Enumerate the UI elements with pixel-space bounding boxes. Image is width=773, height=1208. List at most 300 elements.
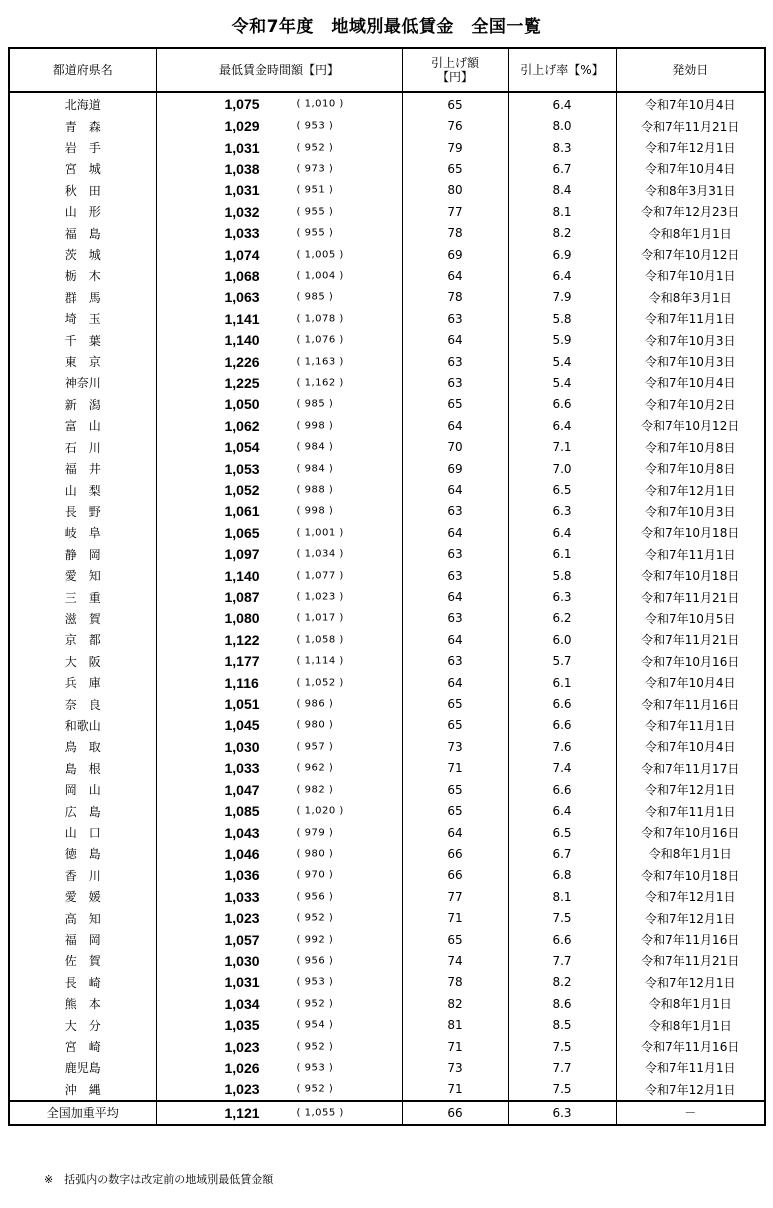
raise-rate: 5.4 (508, 372, 616, 393)
wage-prev: ( 1,001 ) (296, 527, 344, 539)
table-row (9, 158, 765, 179)
wage-new: 1,029 (224, 118, 260, 135)
table-row (9, 222, 765, 243)
table-row (9, 672, 765, 693)
total-wage-cell (156, 1101, 402, 1124)
table-row (9, 950, 765, 971)
wage-new: 1,046 (224, 845, 260, 862)
effective-date: 令和7年11月16日 (616, 1036, 765, 1057)
prefecture-name: 千 葉 (9, 329, 156, 350)
effective-date: 令和8年3月31日 (616, 180, 765, 201)
wage-new: 1,087 (224, 589, 260, 606)
raise-amount: 65 (402, 800, 508, 821)
prefecture-name: 福 井 (9, 458, 156, 479)
wage-cell (156, 907, 402, 928)
wage-cell (156, 715, 402, 736)
wage-cell (156, 1079, 402, 1101)
effective-date: 令和7年10月12日 (616, 415, 765, 436)
raise-rate: 6.7 (508, 158, 616, 179)
raise-amount: 63 (402, 651, 508, 672)
raise-amount: 66 (402, 865, 508, 886)
wage-new: 1,225 (224, 374, 260, 391)
prefecture-name: 岐 阜 (9, 522, 156, 543)
wage-new: 1,045 (224, 717, 260, 734)
table-row (9, 822, 765, 843)
total-row (9, 1101, 765, 1124)
prefecture-name: 静 岡 (9, 544, 156, 565)
wage-cell (156, 479, 402, 500)
wage-cell (156, 672, 402, 693)
wage-prev: ( 955 ) (296, 227, 334, 239)
wage-cell (156, 308, 402, 329)
prefecture-name: 滋 賀 (9, 608, 156, 629)
prefecture-name: 青 森 (9, 115, 156, 136)
wage-new: 1,061 (224, 503, 260, 520)
raise-amount: 73 (402, 736, 508, 757)
effective-date: 令和7年10月4日 (616, 736, 765, 757)
raise-rate: 7.6 (508, 736, 616, 757)
table-row (9, 1057, 765, 1078)
effective-date: 令和7年10月18日 (616, 522, 765, 543)
prefecture-name: 京 都 (9, 629, 156, 650)
raise-rate: 5.8 (508, 308, 616, 329)
raise-rate: 6.4 (508, 415, 616, 436)
raise-rate: 5.9 (508, 329, 616, 350)
wage-new: 1,122 (224, 631, 260, 648)
raise-rate: 8.1 (508, 886, 616, 907)
effective-date: 令和7年10月1日 (616, 265, 765, 286)
wage-prev-value: 973 (304, 163, 326, 175)
effective-date: 令和7年11月1日 (616, 544, 765, 565)
wage-cell (156, 201, 402, 222)
effective-date: 令和7年10月16日 (616, 651, 765, 672)
wage-prev: ( 952 ) (296, 998, 334, 1010)
effective-date: 令和7年10月4日 (616, 672, 765, 693)
wage-new: 1,038 (224, 160, 260, 177)
effective-date: 令和7年11月1日 (616, 715, 765, 736)
table-row (9, 779, 765, 800)
raise-amount: 65 (402, 715, 508, 736)
wage-prev-value: 985 (304, 291, 326, 303)
wage-prev-value: 1,001 (304, 527, 336, 539)
wage-cell (156, 329, 402, 350)
wage-prev-value: 980 (304, 719, 326, 731)
total-rate: 6.3 (508, 1101, 616, 1124)
wage-prev-value: 984 (304, 441, 326, 453)
table-row (9, 437, 765, 458)
wage-prev-value: 980 (304, 848, 326, 860)
effective-date: 令和7年11月1日 (616, 1057, 765, 1078)
table-row (9, 886, 765, 907)
wage-cell (156, 137, 402, 158)
wage-prev: ( 1,076 ) (296, 334, 344, 346)
table-row (9, 586, 765, 607)
wage-prev: ( 951 ) (296, 184, 334, 196)
table-row (9, 972, 765, 993)
wage-cell (156, 180, 402, 201)
effective-date: 令和7年11月1日 (616, 800, 765, 821)
table-row (9, 843, 765, 864)
raise-amount: 64 (402, 822, 508, 843)
effective-date: 令和7年10月4日 (616, 92, 765, 115)
raise-amount: 65 (402, 779, 508, 800)
wage-cell (156, 822, 402, 843)
wage-cell (156, 993, 402, 1014)
wage-prev-value: 998 (304, 420, 326, 432)
raise-rate: 6.6 (508, 929, 616, 950)
prefecture-name: 宮 崎 (9, 1036, 156, 1057)
effective-date: 令和7年10月3日 (616, 501, 765, 522)
wage-new: 1,053 (224, 460, 260, 477)
prefecture-name: 栃 木 (9, 265, 156, 286)
wage-cell (156, 693, 402, 714)
wage-new: 1,097 (224, 546, 260, 563)
wage-prev-value: 962 (304, 762, 326, 774)
wage-new: 1,065 (224, 524, 260, 541)
wage-prev: ( 1,077 ) (296, 570, 344, 582)
raise-amount: 63 (402, 565, 508, 586)
table-row (9, 244, 765, 265)
wage-cell (156, 736, 402, 757)
prefecture-name: 神奈川 (9, 372, 156, 393)
effective-date: 令和7年11月1日 (616, 308, 765, 329)
raise-amount: 63 (402, 308, 508, 329)
raise-rate: 7.4 (508, 758, 616, 779)
wage-new: 1,140 (224, 567, 260, 584)
effective-date: 令和7年12月1日 (616, 137, 765, 158)
effective-date: 令和7年10月12日 (616, 244, 765, 265)
wage-prev: ( 1,034 ) (296, 548, 344, 560)
wage-new: 1,032 (224, 203, 260, 220)
wage-new: 1,116 (224, 674, 259, 691)
table-footer (9, 1101, 765, 1124)
prefecture-name: 大 阪 (9, 651, 156, 672)
effective-date: 令和7年10月5日 (616, 608, 765, 629)
header-rate: 引上げ率【%】 (508, 48, 616, 92)
prefecture-name: 埼 玉 (9, 308, 156, 329)
wage-prev: ( 998 ) (296, 420, 334, 432)
wage-cell (156, 394, 402, 415)
wage-cell (156, 1036, 402, 1057)
wage-cell (156, 222, 402, 243)
effective-date: 令和7年10月8日 (616, 458, 765, 479)
raise-rate: 7.9 (508, 287, 616, 308)
effective-date: 令和7年11月17日 (616, 758, 765, 779)
table-row (9, 137, 765, 158)
wage-new: 1,031 (224, 974, 260, 991)
prefecture-name: 東 京 (9, 351, 156, 372)
table-row (9, 993, 765, 1014)
wage-prev-value: 952 (304, 912, 326, 924)
table-row (9, 351, 765, 372)
effective-date: 令和7年11月16日 (616, 929, 765, 950)
wage-new: 1,043 (224, 824, 260, 841)
prefecture-name: 長 崎 (9, 972, 156, 993)
header-raise (402, 48, 508, 92)
raise-rate: 5.4 (508, 351, 616, 372)
wage-prev-value: 1,163 (304, 356, 336, 368)
wage-prev-value: 955 (304, 227, 326, 239)
wage-prev: ( 1,010 ) (296, 98, 344, 110)
raise-amount: 73 (402, 1057, 508, 1078)
prefecture-name: 長 野 (9, 501, 156, 522)
wage-new: 1,036 (224, 867, 260, 884)
prefecture-name: 群 馬 (9, 287, 156, 308)
wage-prev: ( 953 ) (296, 120, 334, 132)
raise-rate: 6.8 (508, 865, 616, 886)
raise-amount: 78 (402, 972, 508, 993)
wage-prev: ( 1,052 ) (296, 677, 344, 689)
prefecture-name: 岩 手 (9, 137, 156, 158)
wage-prev: ( 962 ) (296, 762, 334, 774)
table-row (9, 758, 765, 779)
wage-new: 1,057 (224, 931, 260, 948)
effective-date: 令和7年10月18日 (616, 865, 765, 886)
prefecture-name: 愛 媛 (9, 886, 156, 907)
wage-prev: ( 953 ) (296, 1062, 334, 1074)
effective-date: 令和7年12月1日 (616, 886, 765, 907)
wage-new: 1,051 (224, 696, 260, 713)
header-date: 発効日 (616, 48, 765, 92)
prefecture-name: 鹿児島 (9, 1057, 156, 1078)
raise-amount: 81 (402, 1014, 508, 1035)
raise-amount: 78 (402, 222, 508, 243)
wage-prev-value: 952 (304, 1083, 326, 1095)
wage-new: 1,030 (224, 952, 260, 969)
raise-amount: 64 (402, 479, 508, 500)
effective-date: 令和7年10月4日 (616, 372, 765, 393)
wage-prev-value: 955 (304, 206, 326, 218)
raise-rate: 7.5 (508, 1036, 616, 1057)
wage-new: 1,026 (224, 1059, 260, 1076)
effective-date: 令和7年10月4日 (616, 158, 765, 179)
raise-rate: 8.2 (508, 222, 616, 243)
raise-rate: 6.7 (508, 843, 616, 864)
raise-rate: 6.2 (508, 608, 616, 629)
raise-rate: 6.6 (508, 715, 616, 736)
wage-cell (156, 244, 402, 265)
raise-amount: 65 (402, 929, 508, 950)
wage-new: 1,033 (224, 760, 260, 777)
prefecture-name: 広 島 (9, 800, 156, 821)
wage-prev-value: 986 (304, 698, 326, 710)
raise-rate: 6.4 (508, 800, 616, 821)
wage-new: 1,030 (224, 738, 260, 755)
table-row (9, 1014, 765, 1035)
wage-cell (156, 865, 402, 886)
table-row (9, 800, 765, 821)
wage-prev: ( 973 ) (296, 163, 334, 175)
wage-prev: ( 954 ) (296, 1019, 334, 1031)
wage-new: 1,068 (224, 267, 260, 284)
wage-cell (156, 287, 402, 308)
effective-date: 令和7年12月1日 (616, 779, 765, 800)
wage-cell (156, 115, 402, 136)
wage-new: 1,047 (224, 781, 260, 798)
wage-prev-value: 952 (304, 1041, 326, 1053)
wage-prev-value: 956 (304, 955, 326, 967)
wage-new: 1,023 (224, 1081, 260, 1098)
raise-rate: 6.9 (508, 244, 616, 265)
wage-prev: ( 952 ) (296, 142, 334, 154)
effective-date: 令和7年12月1日 (616, 907, 765, 928)
wage-prev: ( 957 ) (296, 741, 334, 753)
wage-prev: ( 956 ) (296, 891, 334, 903)
prefecture-name: 和歌山 (9, 715, 156, 736)
prefecture-name: 佐 賀 (9, 950, 156, 971)
wage-prev-value: 970 (304, 869, 326, 881)
effective-date: 令和7年11月21日 (616, 950, 765, 971)
total-wage-new: 1,121 (224, 1104, 260, 1121)
wage-prev-value: 953 (304, 1062, 326, 1074)
raise-rate: 5.8 (508, 565, 616, 586)
raise-rate: 8.3 (508, 137, 616, 158)
wage-prev-value: 1,010 (304, 98, 336, 110)
raise-rate: 7.5 (508, 1079, 616, 1101)
wage-cell (156, 458, 402, 479)
prefecture-name: 大 分 (9, 1014, 156, 1035)
wage-new: 1,177 (224, 653, 260, 670)
wage-new: 1,226 (224, 353, 260, 370)
wage-prev-value: 1,004 (304, 270, 336, 282)
wage-prev-value: 1,023 (304, 591, 336, 603)
prefecture-name: 石 川 (9, 437, 156, 458)
raise-rate: 6.1 (508, 544, 616, 565)
prefecture-name: 香 川 (9, 865, 156, 886)
table-row (9, 608, 765, 629)
raise-rate: 8.5 (508, 1014, 616, 1035)
raise-rate: 7.7 (508, 1057, 616, 1078)
prefecture-name: 熊 本 (9, 993, 156, 1014)
wage-prev: ( 998 ) (296, 505, 334, 517)
wage-new: 1,023 (224, 910, 260, 927)
wage-prev-value: 1,034 (304, 548, 336, 560)
prefecture-name: 岡 山 (9, 779, 156, 800)
prefecture-name: 三 重 (9, 586, 156, 607)
raise-amount: 64 (402, 672, 508, 693)
raise-amount: 65 (402, 693, 508, 714)
raise-rate: 6.1 (508, 672, 616, 693)
wage-cell (156, 1014, 402, 1035)
wage-cell (156, 651, 402, 672)
raise-amount: 63 (402, 608, 508, 629)
wage-prev: ( 1,004 ) (296, 270, 344, 282)
prefecture-name: 山 形 (9, 201, 156, 222)
wage-prev-value: 1,052 (304, 677, 336, 689)
prefecture-name: 新 潟 (9, 394, 156, 415)
wage-prev: ( 1,058 ) (296, 634, 344, 646)
table-row (9, 265, 765, 286)
raise-amount: 64 (402, 415, 508, 436)
table-row (9, 201, 765, 222)
wage-prev: ( 988 ) (296, 484, 334, 496)
wage-prev-value: 1,017 (304, 612, 336, 624)
raise-amount: 76 (402, 115, 508, 136)
prefecture-name: 鳥 取 (9, 736, 156, 757)
table-row (9, 329, 765, 350)
prefecture-name: 島 根 (9, 758, 156, 779)
table-row (9, 544, 765, 565)
effective-date: 令和7年10月3日 (616, 351, 765, 372)
raise-rate: 6.5 (508, 822, 616, 843)
table-row (9, 287, 765, 308)
wage-prev-value: 1,078 (304, 313, 336, 325)
wage-new: 1,033 (224, 225, 260, 242)
wage-prev: ( 1,017 ) (296, 612, 344, 624)
table-row (9, 1079, 765, 1101)
effective-date: 令和8年1月1日 (616, 222, 765, 243)
raise-amount: 80 (402, 180, 508, 201)
wage-cell (156, 929, 402, 950)
raise-rate: 8.6 (508, 993, 616, 1014)
table-row (9, 308, 765, 329)
wage-prev: ( 1,020 ) (296, 805, 344, 817)
raise-amount: 65 (402, 92, 508, 115)
wage-new: 1,054 (224, 439, 260, 456)
table-body (9, 92, 765, 1101)
effective-date: 令和7年12月1日 (616, 972, 765, 993)
effective-date: 令和8年1月1日 (616, 993, 765, 1014)
table-row (9, 1036, 765, 1057)
raise-amount: 64 (402, 586, 508, 607)
wage-new: 1,035 (224, 1017, 260, 1034)
wage-new: 1,052 (224, 482, 260, 499)
table-row (9, 715, 765, 736)
wage-cell (156, 779, 402, 800)
effective-date: 令和7年12月1日 (616, 1079, 765, 1101)
raise-rate: 6.4 (508, 522, 616, 543)
wage-cell (156, 158, 402, 179)
wage-prev: ( 955 ) (296, 206, 334, 218)
raise-amount: 77 (402, 201, 508, 222)
wage-cell (156, 92, 402, 115)
effective-date: 令和7年12月23日 (616, 201, 765, 222)
raise-amount: 71 (402, 758, 508, 779)
raise-amount: 63 (402, 544, 508, 565)
wage-prev: ( 1,114 ) (296, 655, 344, 667)
wage-new: 1,074 (224, 246, 260, 263)
total-date: － (616, 1101, 765, 1124)
raise-amount: 64 (402, 522, 508, 543)
wage-prev-value: 984 (304, 463, 326, 475)
wage-prev: ( 952 ) (296, 1041, 334, 1053)
wage-prev: ( 984 ) (296, 463, 334, 475)
raise-rate: 6.3 (508, 586, 616, 607)
effective-date: 令和8年3月1日 (616, 287, 765, 308)
wage-cell (156, 522, 402, 543)
wage-cell (156, 544, 402, 565)
prefecture-name: 沖 縄 (9, 1079, 156, 1101)
prefecture-name: 茨 城 (9, 244, 156, 265)
raise-amount: 63 (402, 351, 508, 372)
page-title: 令和7年度 地域別最低賃金 全国一覧 (231, 17, 542, 37)
wage-prev: ( 980 ) (296, 719, 334, 731)
raise-amount: 70 (402, 437, 508, 458)
header-raise-line1: 引上げ額 (430, 56, 479, 70)
table-row (9, 394, 765, 415)
prefecture-name: 福 島 (9, 222, 156, 243)
prefecture-name: 宮 城 (9, 158, 156, 179)
wage-prev-value: 954 (304, 1019, 326, 1031)
wage-prev: ( 982 ) (296, 784, 334, 796)
raise-rate: 8.0 (508, 115, 616, 136)
wage-prev-value: 1,162 (304, 377, 336, 389)
effective-date: 令和7年10月18日 (616, 565, 765, 586)
wage-prev-value: 985 (304, 398, 326, 410)
wage-cell (156, 629, 402, 650)
effective-date: 令和7年11月21日 (616, 586, 765, 607)
raise-amount: 64 (402, 329, 508, 350)
